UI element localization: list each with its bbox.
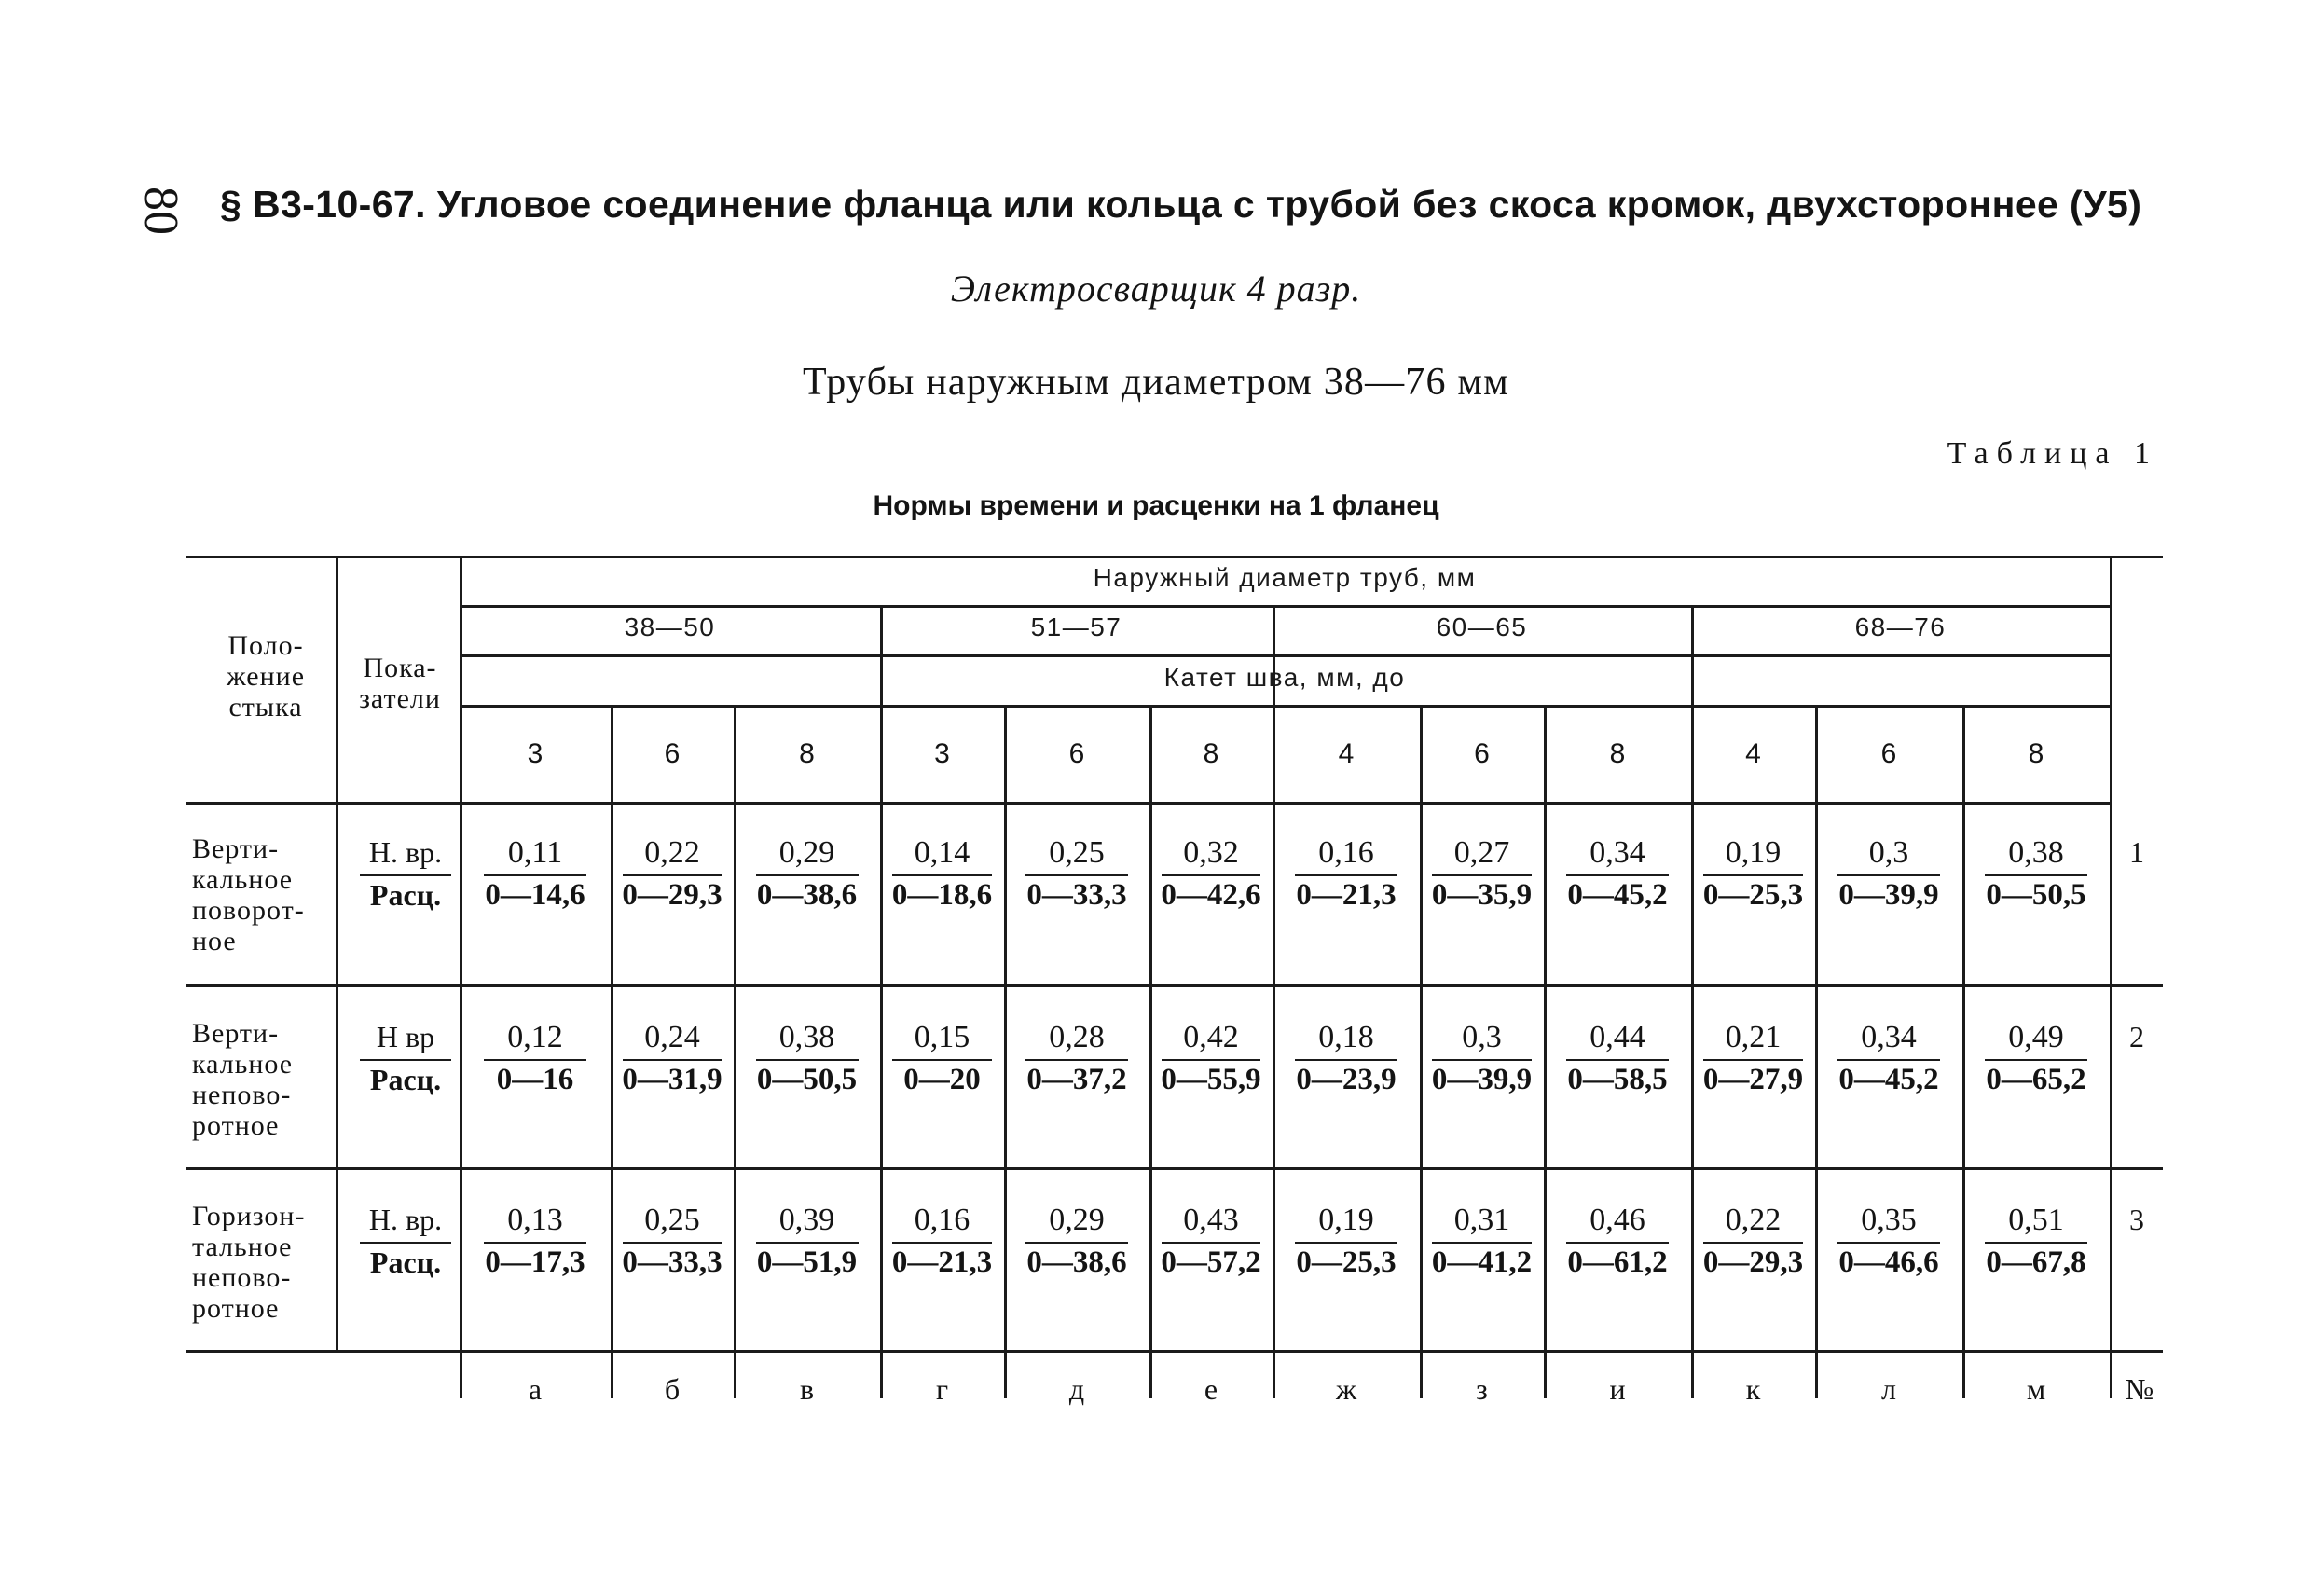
page-number: 80: [134, 186, 187, 235]
number-sign: №: [2125, 1372, 2154, 1406]
fraction-line: [892, 1242, 992, 1244]
rate-value: 0—33,3: [622, 1245, 722, 1279]
time-norm-value: 0,14: [914, 835, 970, 870]
leg-header: Катет шва, мм, до: [1163, 663, 1406, 692]
time-norm-value: 0,12: [507, 1020, 563, 1054]
column-letter: з: [1476, 1372, 1488, 1406]
rate-value: 0—65,2: [1986, 1063, 2086, 1096]
rate-value: 0—33,3: [1026, 878, 1127, 912]
indicator-rate-label: Расц.: [369, 878, 442, 912]
row-number: 1: [2129, 835, 2144, 869]
time-norm-value: 0,3: [1462, 1020, 1502, 1054]
leg-size-header: 8: [1609, 738, 1626, 769]
column-letter: г: [935, 1372, 949, 1406]
row-position-label: Верти- кальное непово- ротное: [192, 1018, 294, 1141]
time-norm-value: 0,19: [1725, 835, 1782, 870]
leg-size-header: 8: [2028, 738, 2044, 769]
table-top-rule: [186, 556, 2163, 558]
diameter-group-header: 38—50: [624, 612, 716, 641]
time-norm-value: 0,34: [1590, 835, 1645, 870]
fraction-line: [484, 1242, 586, 1244]
column-letter: а: [528, 1372, 543, 1406]
rate-value: 0—45,2: [1567, 878, 1668, 912]
indicator-norm-label: Н. вр.: [368, 1203, 443, 1236]
rate-value: 0—45,2: [1838, 1063, 1939, 1096]
rate-value: 0—67,8: [1986, 1245, 2086, 1279]
fraction-line: [1837, 874, 1940, 876]
fraction-line: [484, 874, 586, 876]
rate-value: 0—29,3: [1702, 1245, 1804, 1279]
subtitle: Трубы наружным диаметром 38—76 мм: [803, 361, 1509, 404]
row-rule: [186, 1167, 2163, 1170]
time-norm-value: 0,16: [1318, 835, 1374, 870]
time-norm-value: 0,15: [914, 1020, 970, 1054]
time-norm-value: 0,28: [1049, 1020, 1105, 1054]
indicator-rate-label: Расц.: [369, 1245, 442, 1279]
time-norm-value: 0,42: [1183, 1020, 1239, 1054]
indicator-fraction-line: [360, 874, 451, 876]
rate-value: 0—37,2: [1026, 1063, 1127, 1096]
diameter-group-header: 68—76: [1854, 612, 1947, 641]
time-norm-value: 0,29: [1049, 1203, 1105, 1237]
row-position-label: Горизон- тальное непово- ротное: [192, 1201, 306, 1324]
rate-value: 0—27,9: [1702, 1063, 1804, 1096]
fraction-line: [1566, 1242, 1669, 1244]
fraction-line: [1295, 1059, 1397, 1061]
rate-value: 0—58,5: [1567, 1063, 1668, 1096]
leg-size-header: 6: [664, 738, 681, 769]
worker-grade: Электросварщик 4 разр.: [950, 268, 1362, 310]
time-norm-value: 0,25: [644, 1203, 700, 1237]
column-letter: и: [1609, 1372, 1626, 1406]
rate-value: 0—17,3: [485, 1245, 585, 1279]
time-norm-value: 0,44: [1590, 1020, 1645, 1054]
fraction-line: [484, 1059, 586, 1061]
fraction-line: [623, 1242, 722, 1244]
fraction-line: [756, 874, 859, 876]
rate-value: 0—41,2: [1431, 1245, 1533, 1279]
rate-value: 0—46,6: [1838, 1245, 1939, 1279]
time-norm-value: 0,35: [1861, 1203, 1917, 1237]
fraction-line: [1432, 1059, 1532, 1061]
fraction-line: [1703, 1242, 1803, 1244]
fraction-line: [756, 1242, 859, 1244]
rate-value: 0—55,9: [1161, 1063, 1261, 1096]
fraction-line: [623, 1059, 722, 1061]
fraction-line: [892, 1059, 992, 1061]
time-norm-value: 0,38: [778, 1020, 835, 1054]
leg-size-header: 6: [1068, 738, 1085, 769]
time-norm-value: 0,29: [778, 835, 835, 870]
diameter-group-header: 60—65: [1436, 612, 1528, 641]
rate-value: 0—61,2: [1567, 1245, 1668, 1279]
number-column-line: [2110, 556, 2112, 1398]
fraction-line: [1295, 1242, 1397, 1244]
fraction-line: [1432, 1242, 1532, 1244]
leg-size-header: 8: [1203, 738, 1219, 769]
row-rule: [186, 984, 2163, 987]
time-norm-value: 0,18: [1318, 1020, 1374, 1054]
indicators-header: Пока- затели: [359, 653, 441, 714]
leg-size-header: 8: [799, 738, 815, 769]
time-norm-value: 0,34: [1861, 1020, 1917, 1054]
fraction-line: [1025, 1242, 1128, 1244]
column-letter: д: [1068, 1372, 1085, 1406]
leg-size-header: 4: [1745, 738, 1761, 769]
fraction-line: [892, 874, 992, 876]
rate-value: 0—39,9: [1838, 878, 1939, 912]
rate-value: 0—14,6: [485, 878, 585, 912]
indicator-fraction-line: [360, 1242, 451, 1244]
fraction-line: [1837, 1059, 1940, 1061]
time-norm-value: 0,11: [507, 835, 563, 870]
leg-size-header: 3: [934, 738, 950, 769]
table-number: Таблица 1: [1947, 436, 2158, 471]
time-norm-value: 0,21: [1725, 1020, 1782, 1054]
header-rule: [460, 654, 2110, 657]
section-title: § В3-10-67. Угловое соединение фланца или кольца с трубой без скоса кромок, двухстороннее (У5): [220, 183, 2142, 226]
rate-value: 0—35,9: [1431, 878, 1533, 912]
time-norm-value: 0,27: [1453, 835, 1510, 870]
rate-value: 0—25,3: [1296, 1245, 1397, 1279]
indicator-norm-label: Н вр: [376, 1020, 435, 1053]
time-norm-value: 0,49: [2008, 1020, 2064, 1054]
rate-value: 0—38,6: [756, 878, 858, 912]
fraction-line: [756, 1059, 859, 1061]
rate-value: 0—23,9: [1296, 1063, 1397, 1096]
rate-value: 0—20: [903, 1063, 981, 1096]
fraction-line: [1985, 1242, 2087, 1244]
indicator-norm-label: Н. вр.: [368, 835, 443, 869]
fraction-line: [1566, 1059, 1669, 1061]
fraction-line: [1162, 1242, 1260, 1244]
fraction-line: [1985, 874, 2087, 876]
fraction-line: [1432, 874, 1532, 876]
column-letter: м: [2026, 1372, 2046, 1406]
rate-value: 0—42,6: [1161, 878, 1261, 912]
rate-value: 0—57,2: [1161, 1245, 1261, 1279]
time-norm-value: 0,16: [914, 1203, 970, 1237]
header-rule: [460, 605, 2110, 608]
leg-size-header: 3: [527, 738, 544, 769]
time-norm-value: 0,22: [644, 835, 700, 870]
time-norm-value: 0,13: [507, 1203, 563, 1237]
fraction-line: [1566, 874, 1669, 876]
column-letter: л: [1881, 1372, 1896, 1406]
position-header: Поло- жение стыка: [226, 630, 306, 722]
time-norm-value: 0,32: [1183, 835, 1239, 870]
time-norm-value: 0,24: [644, 1020, 700, 1054]
time-norm-value: 0,51: [2008, 1203, 2064, 1237]
leg-size-header: 4: [1338, 738, 1355, 769]
fraction-line: [623, 874, 722, 876]
indicator-rate-label: Расц.: [369, 1063, 442, 1096]
fraction-line: [1162, 874, 1260, 876]
column-letter: ж: [1335, 1372, 1357, 1406]
leg-size-header: 6: [1880, 738, 1897, 769]
column-letter: в: [799, 1372, 815, 1406]
time-norm-value: 0,19: [1318, 1203, 1374, 1237]
outer-diameter-header: Наружный диаметр труб, мм: [1093, 563, 1477, 592]
column-letter: б: [664, 1372, 681, 1406]
rate-value: 0—18,6: [891, 878, 993, 912]
time-norm-value: 0,31: [1453, 1203, 1510, 1237]
row-number: 3: [2129, 1203, 2144, 1236]
rate-value: 0—29,3: [622, 878, 722, 912]
rate-value: 0—21,3: [891, 1245, 993, 1279]
stub-column-line: [336, 556, 338, 1350]
header-bottom-rule: [186, 802, 2110, 805]
time-norm-value: 0,46: [1590, 1203, 1645, 1237]
rate-value: 0—31,9: [622, 1063, 722, 1096]
row-position-label: Верти- кальное поворот- ное: [192, 833, 305, 956]
column-letter: е: [1204, 1372, 1218, 1406]
time-norm-value: 0,39: [778, 1203, 835, 1237]
rate-value: 0—50,5: [756, 1063, 858, 1096]
header-rule: [460, 705, 2110, 708]
time-norm-value: 0,38: [2008, 835, 2064, 870]
fraction-line: [1703, 874, 1803, 876]
column-letter: к: [1745, 1372, 1761, 1406]
row-number: 2: [2129, 1020, 2144, 1053]
time-norm-value: 0,25: [1049, 835, 1105, 870]
fraction-line: [1837, 1242, 1940, 1244]
time-norm-value: 0,43: [1183, 1203, 1239, 1237]
fraction-line: [1162, 1059, 1260, 1061]
fraction-line: [1295, 874, 1397, 876]
time-norm-value: 0,3: [1868, 835, 1909, 870]
fraction-line: [1703, 1059, 1803, 1061]
table-bottom-rule: [186, 1350, 2163, 1353]
fraction-line: [1025, 874, 1128, 876]
fraction-line: [1985, 1059, 2087, 1061]
time-norm-value: 0,22: [1725, 1203, 1782, 1237]
fraction-line: [1025, 1059, 1128, 1061]
rate-value: 0—39,9: [1431, 1063, 1533, 1096]
rate-value: 0—50,5: [1986, 878, 2086, 912]
leg-size-header: 6: [1474, 738, 1490, 769]
rate-value: 0—38,6: [1026, 1245, 1127, 1279]
rate-value: 0—51,9: [756, 1245, 858, 1279]
table-caption: Нормы времени и расценки на 1 фланец: [873, 490, 1439, 521]
rate-value: 0—16: [496, 1063, 574, 1096]
rate-value: 0—21,3: [1296, 878, 1397, 912]
indicator-fraction-line: [360, 1059, 451, 1061]
diameter-group-header: 51—57: [1030, 612, 1122, 641]
rate-value: 0—25,3: [1702, 878, 1804, 912]
